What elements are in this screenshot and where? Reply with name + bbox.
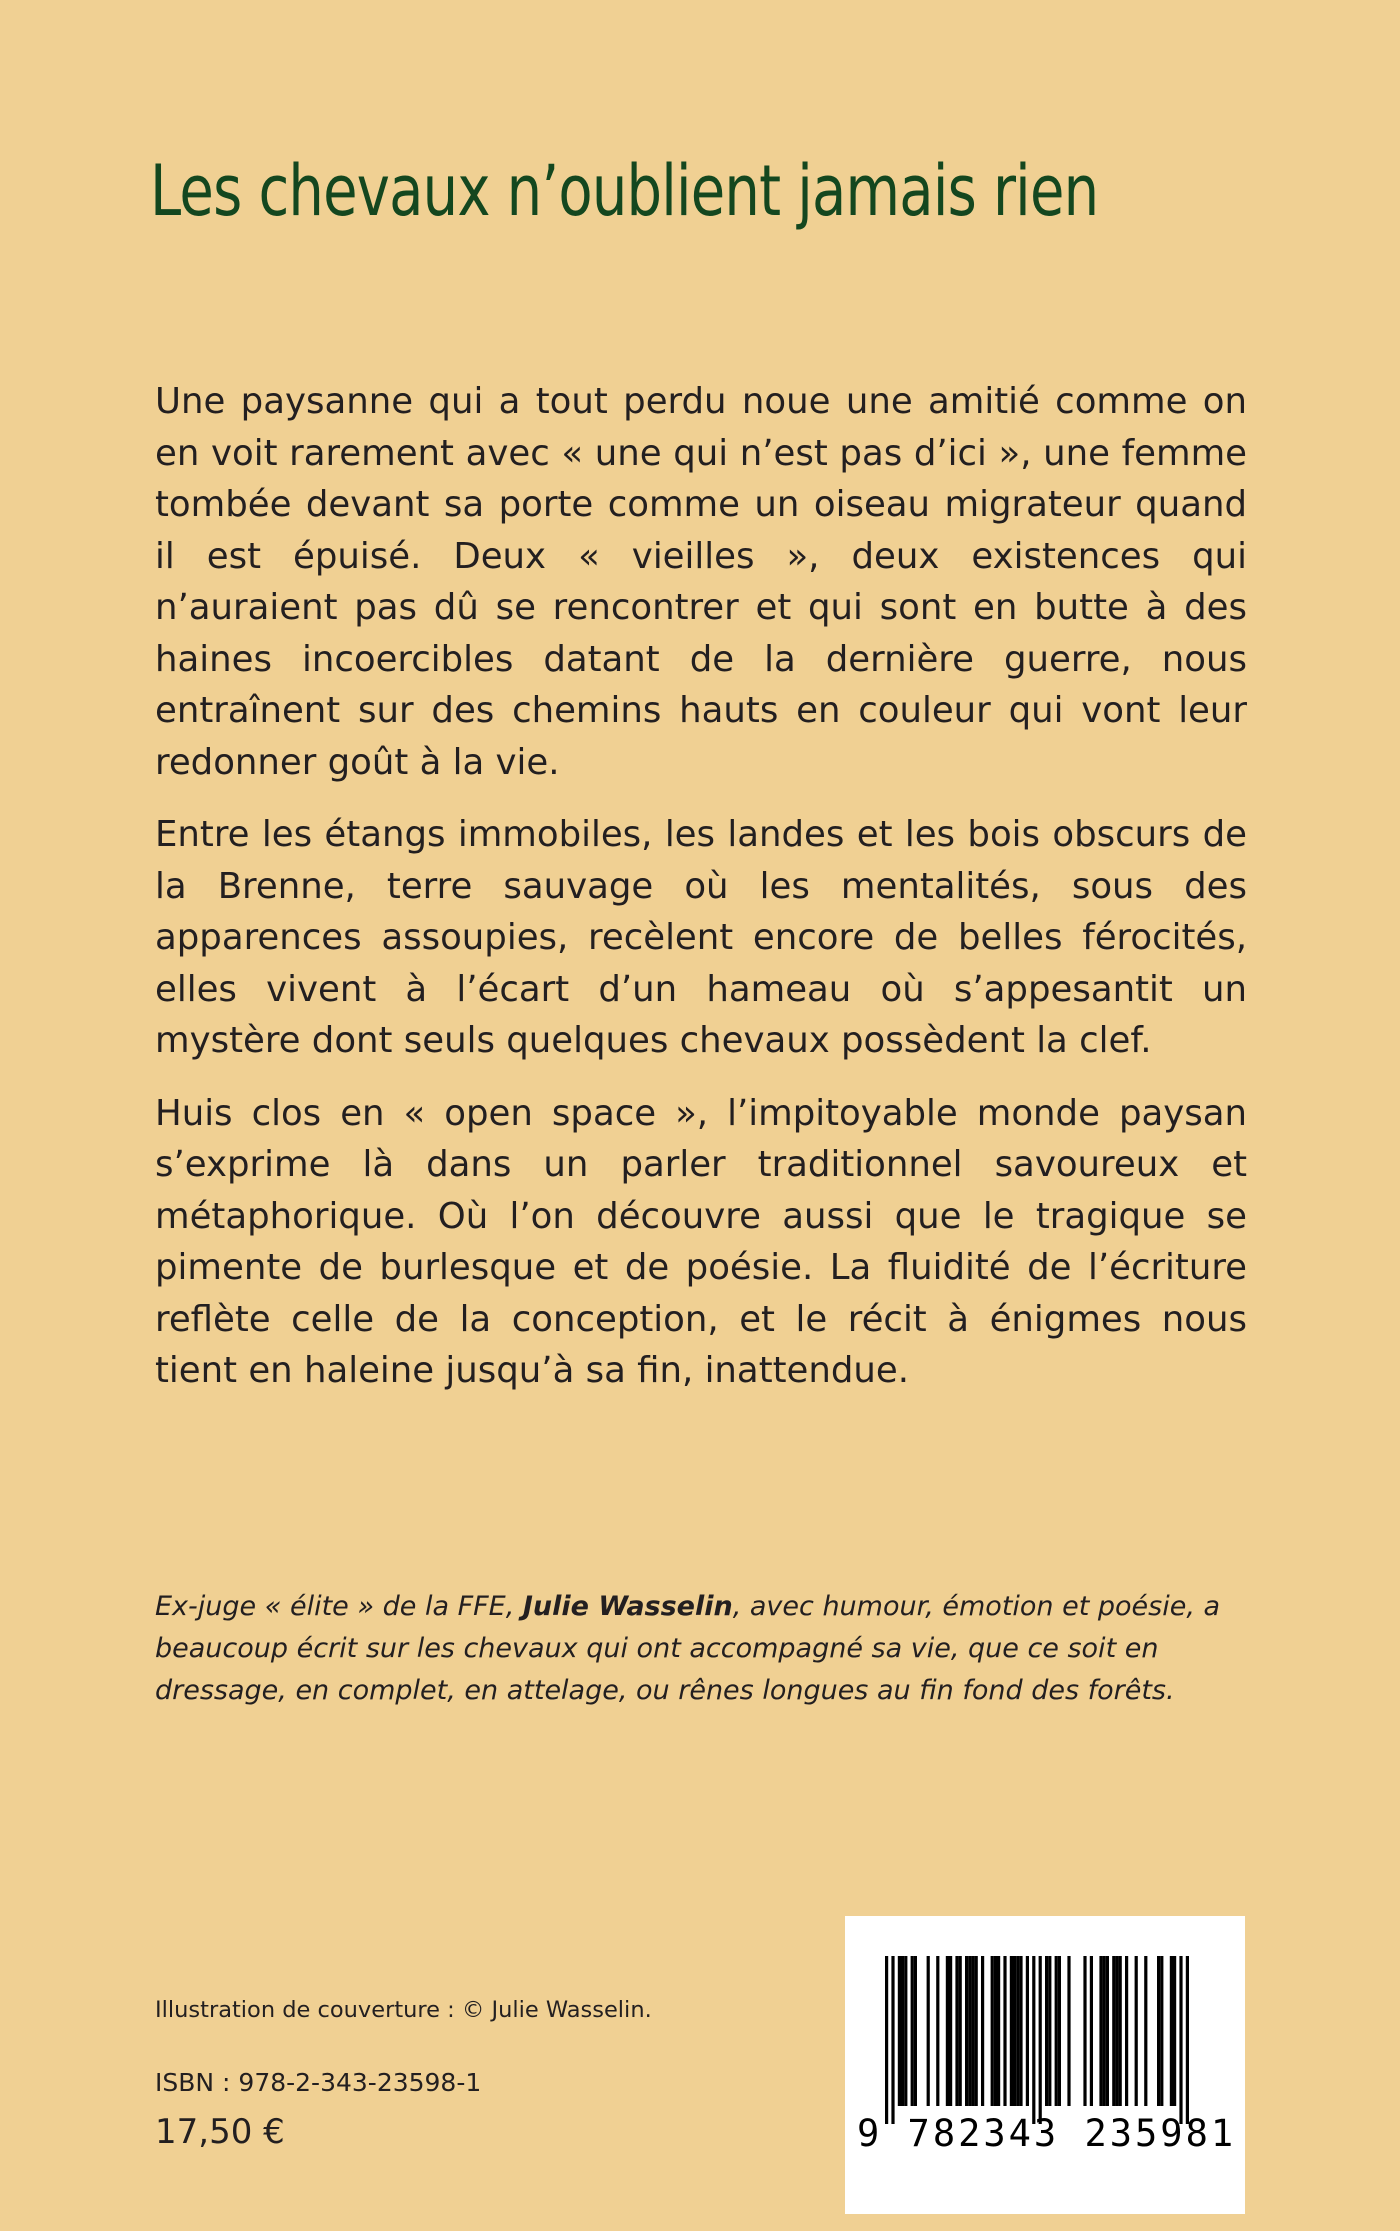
barcode-bar-19 — [994, 1956, 997, 2106]
barcode-bar-26 — [1026, 1956, 1029, 2106]
barcode-bar-50 — [1186, 1956, 1189, 2124]
barcode-bar-48 — [1173, 1956, 1176, 2106]
barcode-bar-45 — [1157, 1956, 1160, 2106]
synopsis-paragraph-1: Une paysanne qui a tout perdu noue une amitié comme on en voit rarement avec « une qui n’est pas d’ici », une femme tombée devant sa porte comme un oiseau migrateur quand il est épuisé. Deux « vieilles », deux existences qui n’auraient pas dû se rencontrer et qui sont en butte à des haines incoercibles datant de la dernière guerre, nous entraînent sur des chemins hauts en couleur qui vont leur redonner goût à la vie. — [155, 381, 1247, 783]
illustration-credit: Illustration de couverture : © Julie Wasselin. — [155, 1997, 652, 2023]
barcode-bar-13 — [965, 1956, 968, 2106]
barcode-bar-5 — [911, 1956, 914, 2106]
barcode-bar-36 — [1099, 1956, 1102, 2106]
author-bio — [155, 1586, 1247, 1712]
barcode-bar-21 — [1003, 1956, 1006, 2106]
barcode-bar-34 — [1083, 1956, 1086, 2106]
barcode-bar-22 — [1010, 1956, 1013, 2106]
barcode-bar-32 — [1058, 1956, 1061, 2106]
barcode-bar-6 — [914, 1956, 917, 2106]
barcode-bar-0 — [885, 1956, 888, 2124]
author-name: Julie Wasselin — [522, 1591, 733, 1622]
barcode-bar-1 — [891, 1956, 894, 2124]
author-bio-end: , avec humour, émotion et poésie, a beaucoup écrit sur les chevaux qui ont accompagné sa vie, que ce soit en dressage, en complet, en attelage, ou rênes longues au fin fond des forêts. — [155, 1591, 1221, 1706]
barcode-bars — [845, 1916, 1245, 2214]
barcode-bar-33 — [1067, 1956, 1070, 2106]
barcode-digits: 9 782343 235981 — [857, 2112, 1237, 2155]
barcode-bar-41 — [1119, 1956, 1122, 2106]
price: 17,50 € — [155, 2112, 285, 2152]
barcode-bar-16 — [975, 1956, 978, 2106]
barcode-bar-24 — [1016, 1956, 1019, 2106]
barcode-bar-31 — [1055, 1956, 1058, 2106]
barcode-bar-18 — [991, 1956, 994, 2106]
barcode-bar-42 — [1125, 1956, 1128, 2106]
synopsis-paragraph-3: Huis clos en « open space », l’impitoyable monde paysan s’exprime là dans un parler traditionnel savoureux et métaphorique. Où l’on découvre aussi que le tragique se pimente de burlesque et de poésie. La fluidité de l’écriture reflète celle de la conception, et le récit à énigmes nous tient en haleine jusqu’à sa fin, inattendue. — [155, 1092, 1247, 1391]
barcode-bar-14 — [968, 1956, 971, 2106]
barcode-bar-8 — [936, 1956, 939, 2106]
barcode-bar-38 — [1106, 1956, 1109, 2106]
barcode — [845, 1916, 1245, 2214]
barcode-bar-43 — [1135, 1956, 1138, 2106]
barcode-bar-25 — [1019, 1956, 1022, 2106]
book-title: Les chevaux n’oublient jamais rien — [150, 150, 1099, 232]
barcode-bar-11 — [955, 1956, 958, 2106]
synopsis-paragraph-2: Entre les étangs immobiles, les landes et les bois obscurs de la Brenne, terre sauvage où les mentalités, sous des apparences assoupies, recèlent encore de belles férocités, elles vivent à l’écart d’un hameau où s’appesantit un mystère dont seuls quelques chevaux possèdent la clef. — [155, 814, 1247, 1061]
barcode-bar-15 — [971, 1956, 974, 2106]
author-bio-start: Ex-juge « élite » de la FFE, — [155, 1591, 523, 1622]
barcode-bar-17 — [981, 1956, 984, 2106]
barcode-bar-30 — [1048, 1956, 1051, 2106]
barcode-bar-40 — [1115, 1956, 1118, 2106]
barcode-bar-3 — [901, 1956, 904, 2106]
barcode-bar-12 — [959, 1956, 962, 2106]
barcode-bar-29 — [1045, 1956, 1048, 2106]
barcode-bar-4 — [904, 1956, 907, 2106]
barcode-bar-28 — [1039, 1956, 1042, 2124]
barcode-bar-27 — [1032, 1956, 1035, 2124]
barcode-bar-9 — [946, 1956, 949, 2106]
barcode-bar-23 — [1013, 1956, 1016, 2106]
barcode-bar-35 — [1090, 1956, 1093, 2106]
barcode-bar-20 — [997, 1956, 1000, 2106]
barcode-bar-39 — [1112, 1956, 1115, 2106]
barcode-bar-10 — [949, 1956, 952, 2106]
barcode-bar-2 — [898, 1956, 901, 2106]
barcode-bar-37 — [1103, 1956, 1106, 2106]
isbn: ISBN : 978-2-343-23598-1 — [155, 2068, 482, 2097]
barcode-bar-7 — [927, 1956, 930, 2106]
barcode-bar-44 — [1144, 1956, 1147, 2106]
synopsis — [155, 376, 1247, 1418]
barcode-bar-47 — [1170, 1956, 1173, 2106]
barcode-bar-49 — [1179, 1956, 1182, 2124]
barcode-bar-46 — [1160, 1956, 1163, 2106]
